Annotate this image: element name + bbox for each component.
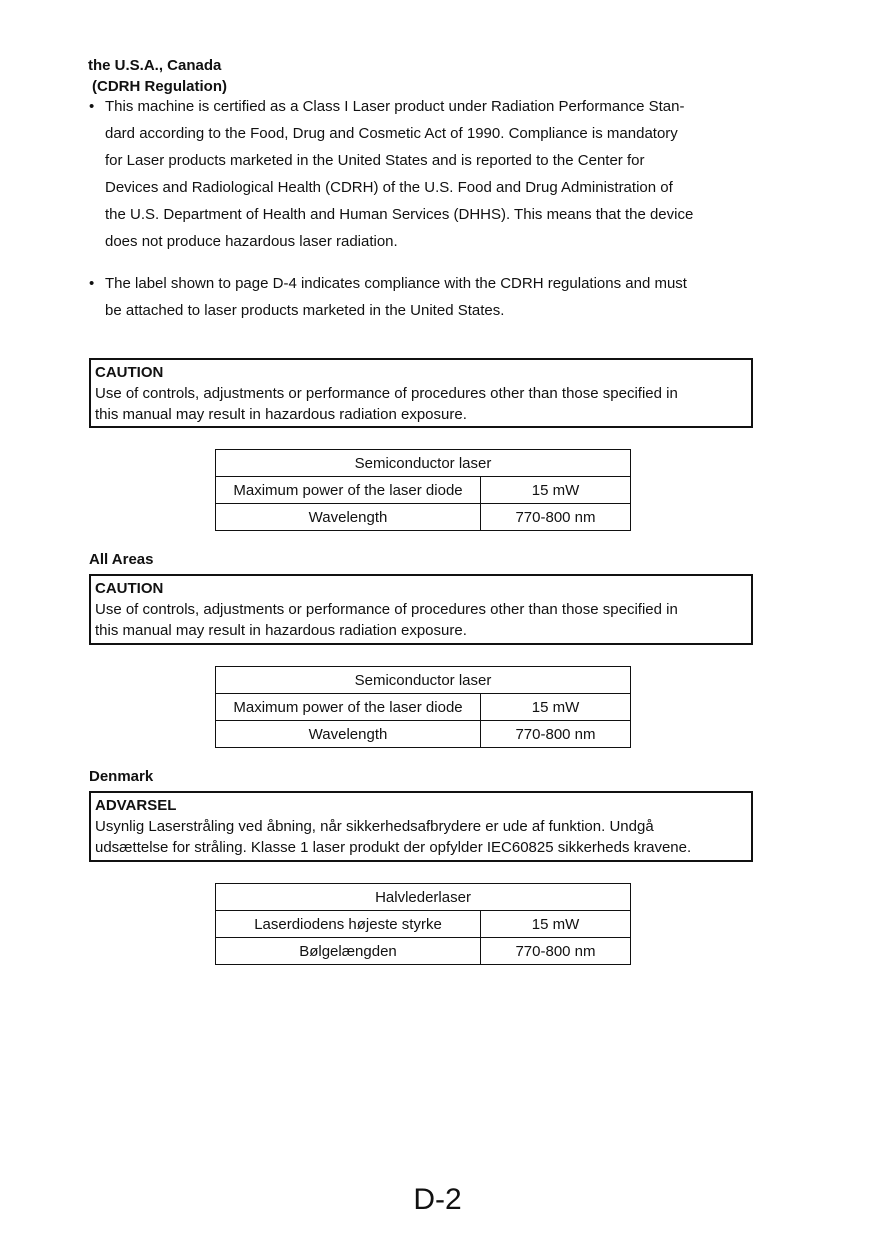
table-cell-value: 770-800 nm	[481, 504, 631, 531]
page-number: D-2	[413, 1183, 462, 1216]
caution-title: CAUTION	[95, 580, 164, 597]
advarsel-box	[89, 791, 753, 862]
laser-spec-table	[215, 883, 631, 965]
text-line: dard according to the Food, Drug and Cosmetic Act of 1990. Compliance is mandatory	[105, 125, 678, 142]
text-line: does not produce hazardous laser radiation.	[105, 233, 398, 250]
table-cell-value: 15 mW	[481, 477, 631, 504]
table-row	[216, 911, 631, 938]
table-header: Halvlederlaser	[216, 884, 631, 911]
caution-box	[89, 358, 753, 428]
table-cell-label: Maximum power of the laser diode	[216, 694, 481, 721]
section-heading-usa	[88, 55, 227, 97]
table-header: Semiconductor laser	[216, 667, 631, 694]
table-cell-label: Bølgelængden	[216, 938, 481, 965]
caution-text-line: this manual may result in hazardous radiation exposure.	[95, 406, 467, 423]
caution-title: CAUTION	[95, 364, 164, 381]
table-cell-value: 770-800 nm	[481, 938, 631, 965]
laser-spec-table	[215, 666, 631, 748]
caution-text-line: Use of controls, adjustments or performance of procedures other than those specified in	[95, 601, 678, 618]
caution-text-line: Use of controls, adjustments or performance of procedures other than those specified in	[95, 385, 678, 402]
table-cell-label: Maximum power of the laser diode	[216, 477, 481, 504]
section-heading-all-areas: All Areas	[89, 551, 154, 568]
caution-text-line: this manual may result in hazardous radiation exposure.	[95, 622, 467, 639]
table-row	[216, 477, 631, 504]
table-cell-label: Wavelength	[216, 504, 481, 531]
bullet-item	[89, 270, 759, 324]
table-cell-value: 15 mW	[481, 911, 631, 938]
heading-line-2: (CDRH Regulation)	[92, 78, 227, 95]
bullet-dot: •	[89, 98, 95, 115]
laser-spec-table	[215, 449, 631, 531]
table-cell-value: 15 mW	[481, 694, 631, 721]
table-row	[216, 721, 631, 748]
text-line: the U.S. Department of Health and Human Services (DHHS). This means that the device	[105, 206, 694, 223]
table-cell-label: Wavelength	[216, 721, 481, 748]
bullet-dot: •	[89, 275, 95, 292]
table-row	[216, 694, 631, 721]
text-line: Devices and Radiological Health (CDRH) of the U.S. Food and Drug Administration of	[105, 179, 673, 196]
caution-text-line: Usynlig Laserstråling ved åbning, når sikkerhedsafbrydere er ude af funktion. Undgå	[95, 818, 654, 835]
section-heading-denmark: Denmark	[89, 768, 154, 785]
bullet-item	[89, 93, 759, 255]
caution-text-line: udsættelse for stråling. Klasse 1 laser produkt der opfylder IEC60825 sikkerheds kravene.	[95, 839, 692, 856]
text-line: for Laser products marketed in the United States and is reported to the Center for	[105, 152, 645, 169]
caution-title: ADVARSEL	[95, 797, 177, 814]
text-line: This machine is certified as a Class I Laser product under Radiation Performance Stan-	[105, 98, 685, 115]
table-cell-value: 770-800 nm	[481, 721, 631, 748]
table-row	[216, 938, 631, 965]
text-line: be attached to laser products marketed in the United States.	[105, 302, 505, 319]
table-header: Semiconductor laser	[216, 450, 631, 477]
table-cell-label: Laserdiodens højeste styrke	[216, 911, 481, 938]
text-line: The label shown to page D-4 indicates compliance with the CDRH regulations and must	[105, 275, 687, 292]
heading-line-1: the U.S.A., Canada	[88, 57, 222, 74]
table-row	[216, 504, 631, 531]
caution-box	[89, 574, 753, 645]
